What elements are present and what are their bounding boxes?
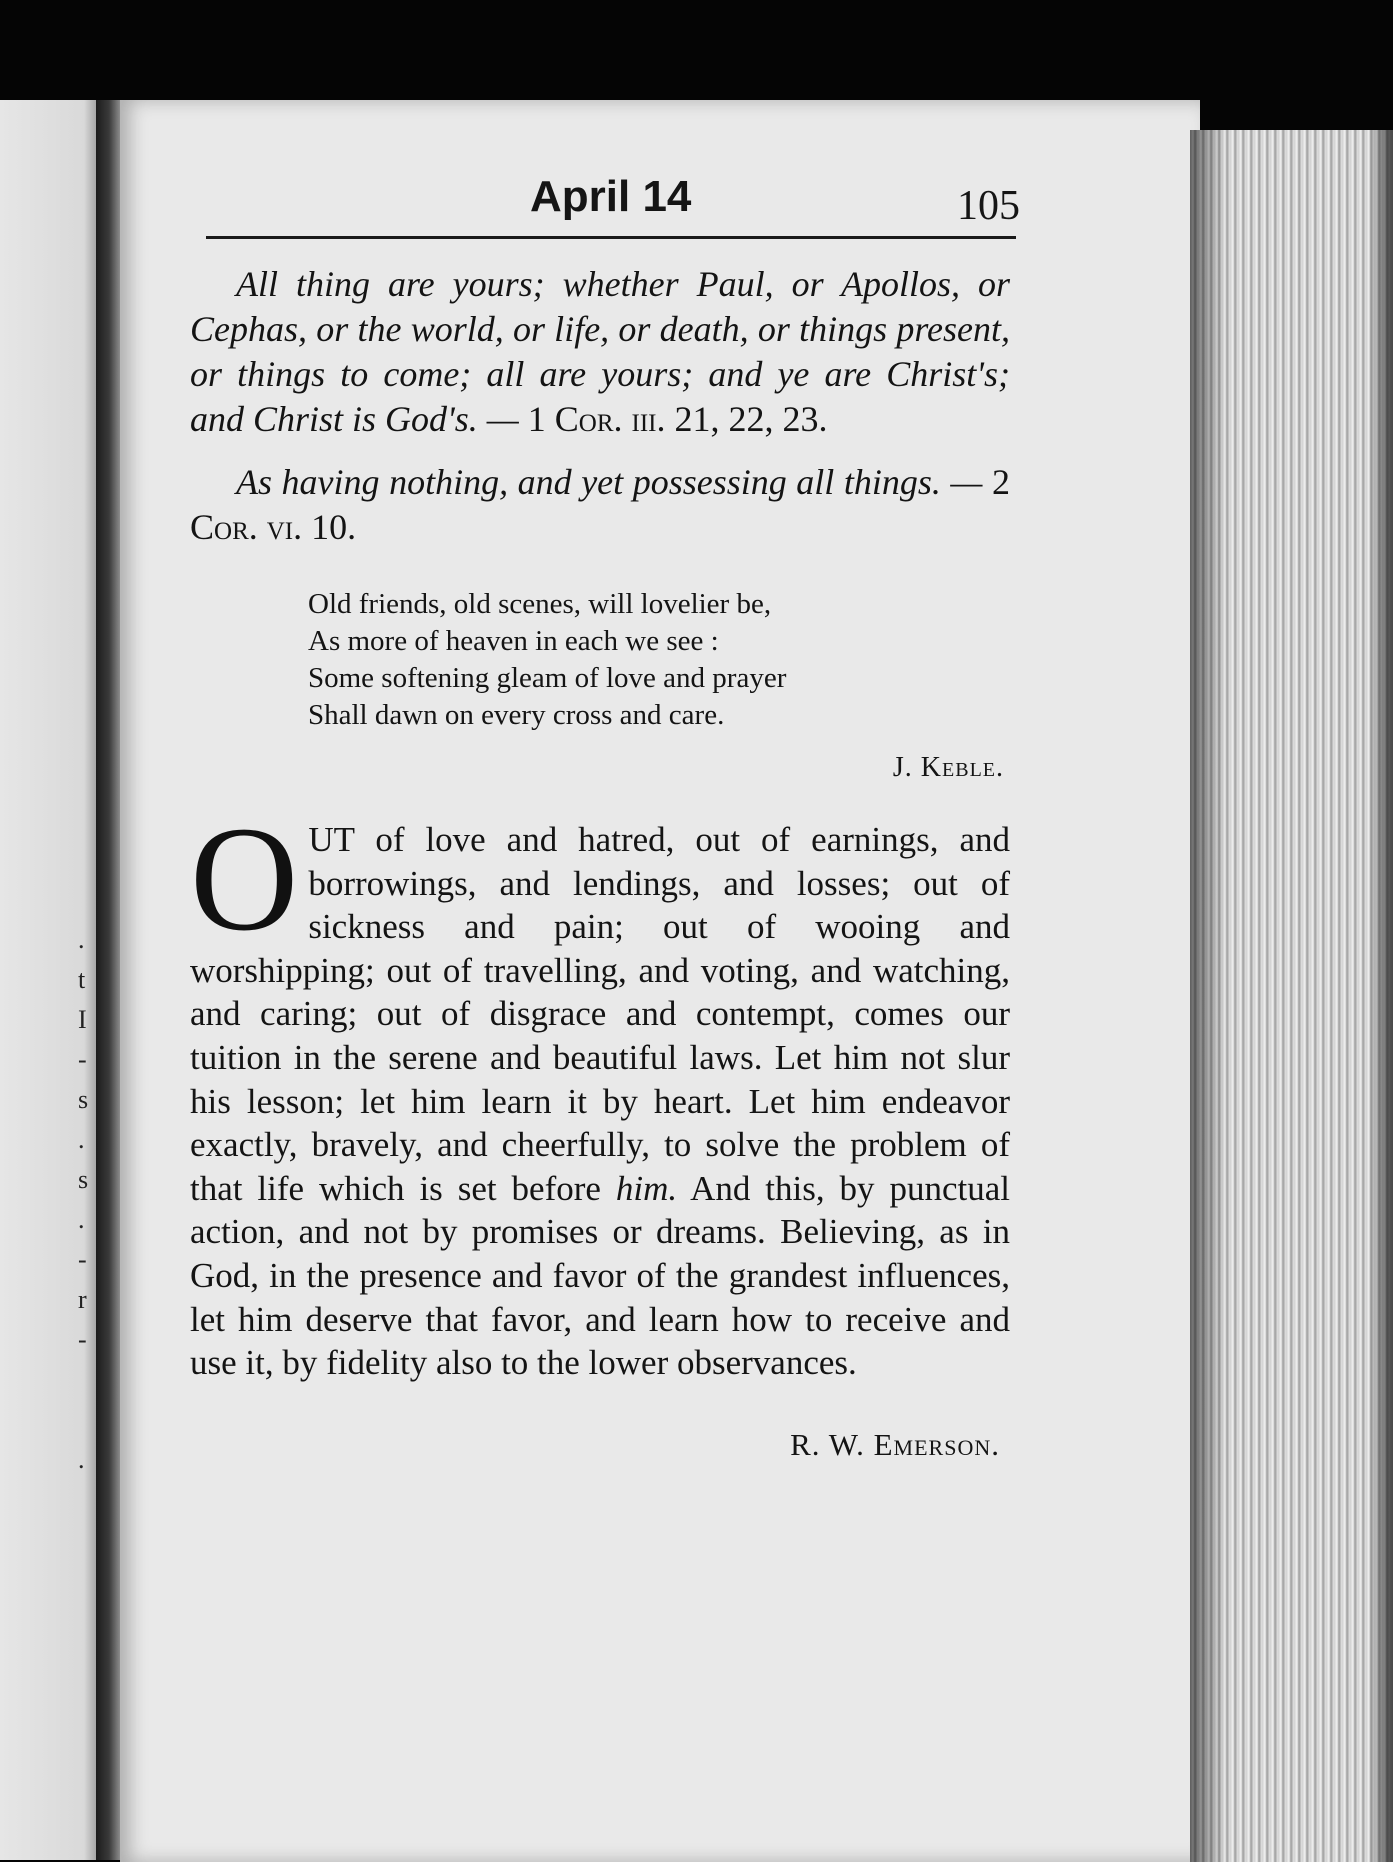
running-title: April 14 — [530, 172, 692, 221]
poem-author: J. Keble. — [892, 752, 1004, 783]
prose-text: UT of love and hatred, out of earnings, and borrowings, and lendings, and losses; out of sickness and pain; out of wooing and worshipping; out of travelling, and voting, and watching, and caring; out of disgrace and contempt, comes our tuition in the serene and beautiful laws. Let him not slur his lesson; let him learn it by heart. Let him endeavor exactly, bravely, and cheerfully, to solve the problem of that life which is set before — [190, 820, 1010, 1208]
scripture-reference: 2 Cor. vi. 10. — [190, 462, 1010, 547]
scripture-reference: 1 Cor. iii. 21, 22, 23. — [527, 399, 828, 439]
poem-line: Some softening gleam of love and prayer — [308, 662, 787, 694]
poem — [308, 586, 1010, 734]
header-rule — [206, 236, 1016, 239]
prose-emphasis: him. — [615, 1168, 678, 1208]
scripture-verse-1: All thing are yours; whether Paul, or Apollos, or Cephas, or the world, or life, or death, or things present, or things to come; all are yours; and ye are Christ's; and Christ is God's. — 1 Cor. iii. 21, 22, 23. — [190, 264, 1010, 439]
poem-line: Shall dawn on every cross and care. — [308, 699, 725, 731]
drop-cap: O — [190, 796, 299, 962]
book-gutter — [96, 100, 122, 1860]
scripture-verse-2: As having nothing, and yet possessing all things. — 2 Cor. vi. 10. — [190, 462, 1010, 547]
page-block-edge — [1190, 130, 1393, 1862]
page-header — [210, 168, 1020, 238]
prose-text-end: And this, by punctual action, and not by promises or dreams. Believing, as in God, in the presence and favor of the grandest influences, let him deserve that favor, and learn how to receive and use it, by fidelity also to the lower observances. — [190, 1168, 1010, 1383]
prose-author: R. W. Emerson. — [790, 1426, 1000, 1462]
poem-line: As more of heaven in each we see : — [308, 625, 719, 657]
page-number: 105 — [957, 183, 1020, 229]
previous-page-text-fragments: . t I - s . s . - r - . — [78, 925, 89, 1474]
page-body — [190, 262, 1010, 1463]
prose-passage — [190, 796, 1010, 1385]
poem-line: Old friends, old scenes, will lovelier be, — [308, 588, 772, 620]
